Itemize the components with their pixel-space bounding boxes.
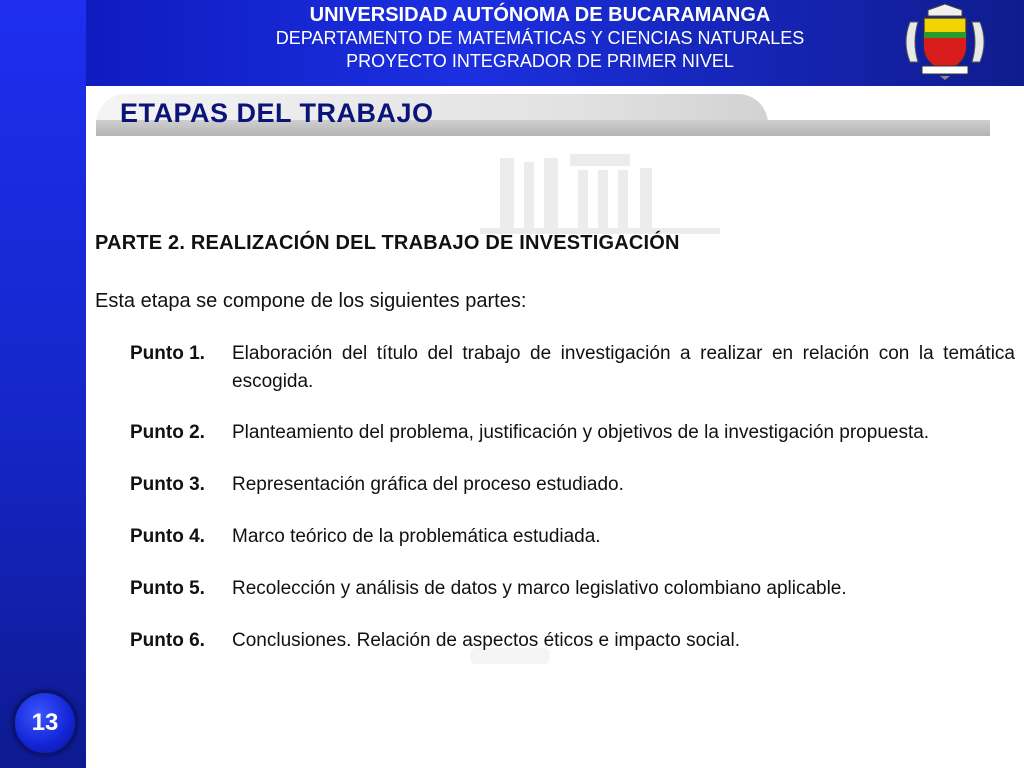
item-label: Punto 2. [130, 422, 205, 443]
item-label: Punto 5. [130, 578, 205, 599]
university-crest-icon [900, 2, 990, 82]
item-text: Representación gráfica del proceso estudiado. [232, 474, 624, 495]
item-label: Punto 1. [130, 343, 205, 364]
department-name: DEPARTAMENTO DE MATEMÁTICAS Y CIENCIAS NATURALES [275, 28, 805, 48]
part-heading: PARTE 2. REALIZACIÓN DEL TRABAJO DE INVESTIGACIÓN [95, 232, 680, 254]
project-name: PROYECTO INTEGRADOR DE PRIMER NIVEL [346, 51, 734, 71]
header-text [200, 4, 880, 73]
item-text: Planteamiento del problema, justificación y objetivos de la investigación propuesta. [232, 422, 930, 443]
item-text: Elaboración del título del trabajo de investigación a realizar en relación con la temática escogida. [232, 343, 1015, 392]
item-text: Recolección y análisis de datos y marco legislativo colombiano aplicable. [232, 578, 847, 599]
university-name: UNIVERSIDAD AUTÓNOMA DE BUCARAMANGA [309, 4, 771, 26]
intro-text: Esta etapa se compone de los siguientes partes: [95, 290, 527, 312]
watermark-building-icon [480, 148, 720, 238]
slide-content [95, 232, 1015, 651]
item-label: Punto 6. [130, 630, 205, 651]
item-text: Marco teórico de la problemática estudiada. [232, 526, 601, 547]
left-band [0, 0, 86, 768]
page-number-badge: 13 [12, 690, 78, 756]
item-text: Conclusiones. Relación de aspectos éticos e impacto social. [232, 630, 740, 651]
item-label: Punto 4. [130, 526, 205, 547]
slide-title: ETAPAS DEL TRABAJO [120, 98, 434, 128]
item-label: Punto 3. [130, 474, 205, 495]
